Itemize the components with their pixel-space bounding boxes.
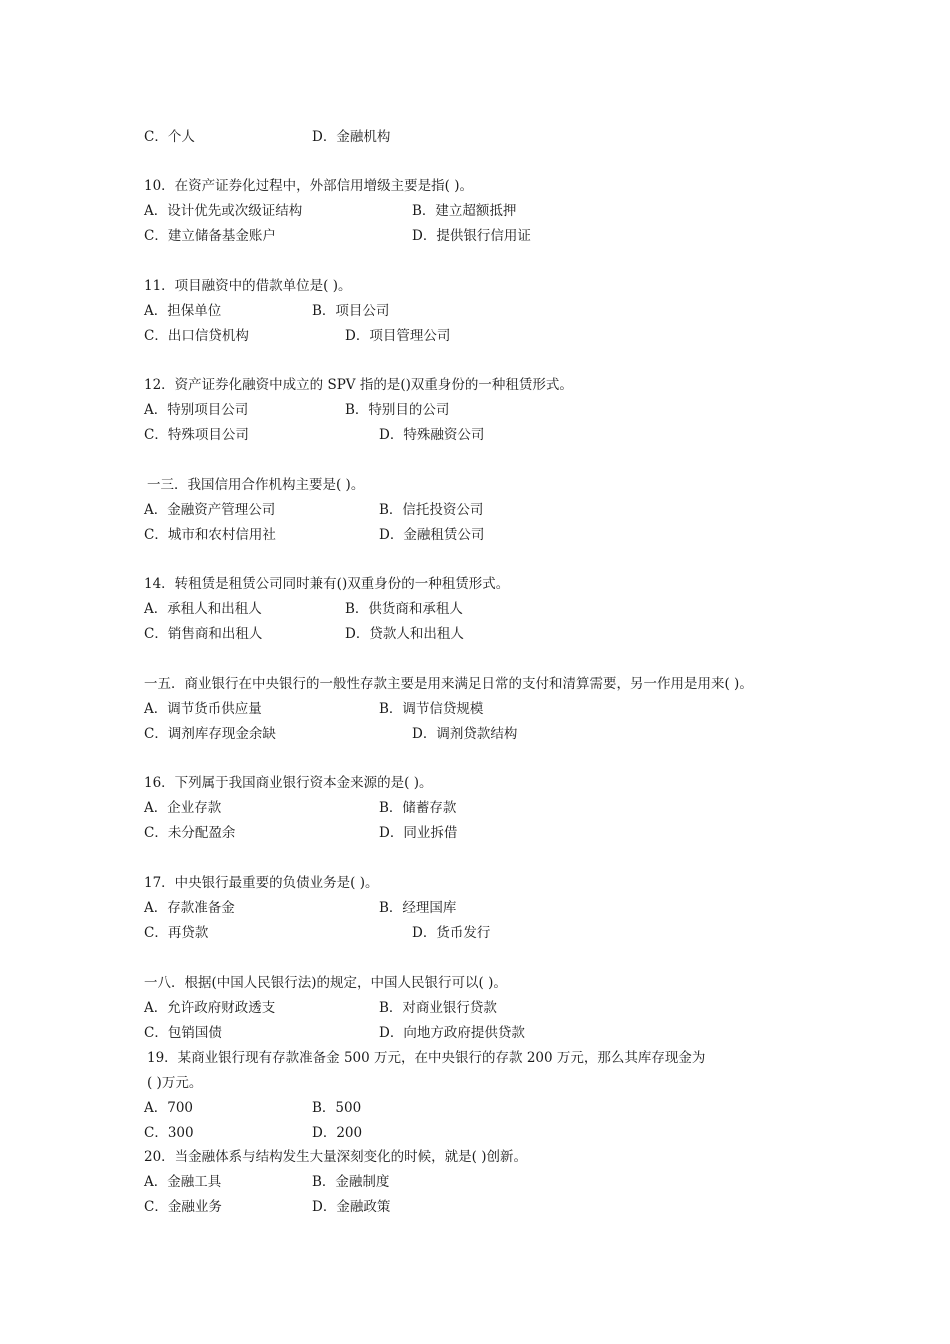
option-text: D．特殊融资公司 (379, 427, 485, 443)
option-text: B．经理国库 (379, 900, 457, 916)
text-line: A．允许政府财政透支 (144, 1000, 276, 1016)
option-text: D．贷款人和出租人 (345, 626, 464, 642)
text-line: 14．转租赁是租赁公司同时兼有()双重身份的一种租赁形式。 (144, 576, 510, 592)
option-text: D．200 (312, 1125, 363, 1141)
text-line: C．个人 (144, 129, 195, 145)
text-line: C．调剂库存现金余缺 (144, 726, 276, 742)
text-line: 20．当金融体系与结构发生大量深刻变化的时候，就是( )创新。 (144, 1149, 528, 1165)
text-line: 一五．商业银行在中央银行的一般性存款主要是用来满足日常的支付和清算需要，另一作用是用来( )。 (144, 676, 753, 692)
text-line: C．再贷款 (144, 925, 209, 941)
option-text: D．提供银行信用证 (412, 228, 531, 244)
text-line: C．未分配盈余 (144, 825, 236, 841)
text-line: 17．中央银行最重要的负债业务是( )。 (144, 875, 379, 891)
text-line: A．承租人和出租人 (144, 601, 262, 617)
text-line: A．特别项目公司 (144, 402, 249, 418)
option-text: B．500 (312, 1100, 362, 1116)
text-line: A．存款准备金 (144, 900, 235, 916)
option-text: B．金融制度 (312, 1174, 390, 1190)
text-line: A．担保单位 (144, 303, 222, 319)
text-line: A．金融工具 (144, 1174, 222, 1190)
text-line: 12．资产证券化融资中成立的 SPV 指的是()双重身份的一种租赁形式。 (144, 377, 573, 393)
text-line: A．700 (144, 1100, 194, 1116)
option-text: B．储蓄存款 (379, 800, 457, 816)
option-text: D．同业拆借 (379, 825, 458, 841)
option-text: B．信托投资公司 (379, 502, 484, 518)
option-text: B．项目公司 (312, 303, 390, 319)
option-text: D．调剂贷款结构 (412, 726, 518, 742)
text-line: 11．项目融资中的借款单位是( )。 (144, 278, 352, 294)
text-line: A．调节货币供应量 (144, 701, 262, 717)
text-line: C．城市和农村信用社 (144, 527, 276, 543)
option-text: B．对商业银行贷款 (379, 1000, 497, 1016)
text-line: 一三．我国信用合作机构主要是( )。 (147, 477, 365, 493)
option-text: D．金融租赁公司 (379, 527, 485, 543)
text-line: C．300 (144, 1125, 194, 1141)
text-line: C．建立储备基金账户 (144, 228, 276, 244)
text-line: 一八．根据(中国人民银行法)的规定，中国人民银行可以( )。 (144, 975, 507, 991)
option-text: B．调节信贷规模 (379, 701, 484, 717)
text-line: ( )万元。 (147, 1075, 203, 1091)
text-line: C．金融业务 (144, 1199, 222, 1215)
text-line: C．包销国债 (144, 1025, 222, 1041)
text-line: A．金融资产管理公司 (144, 502, 276, 518)
option-text: D．向地方政府提供贷款 (379, 1025, 525, 1041)
option-text: D．金融政策 (312, 1199, 391, 1215)
text-line: A．设计优先或次级证结构 (144, 203, 303, 219)
text-line: 10．在资产证券化过程中，外部信用增级主要是指( )。 (144, 178, 474, 194)
text-line: 19．某商业银行现有存款准备金 500 万元，在中央银行的存款 200 万元，那么其库存现金为 (147, 1050, 706, 1066)
text-line: C．出口信贷机构 (144, 328, 249, 344)
text-line: A．企业存款 (144, 800, 222, 816)
text-line: 16．下列属于我国商业银行资本金来源的是( )。 (144, 775, 433, 791)
option-text: D．货币发行 (412, 925, 491, 941)
option-text: B．供货商和承租人 (345, 601, 463, 617)
option-text: D．金融机构 (312, 129, 391, 145)
option-text: B．建立超额抵押 (412, 203, 517, 219)
option-text: B．特别目的公司 (345, 402, 450, 418)
text-line: C．特殊项目公司 (144, 427, 249, 443)
text-line: C．销售商和出租人 (144, 626, 263, 642)
option-text: D．项目管理公司 (345, 328, 451, 344)
